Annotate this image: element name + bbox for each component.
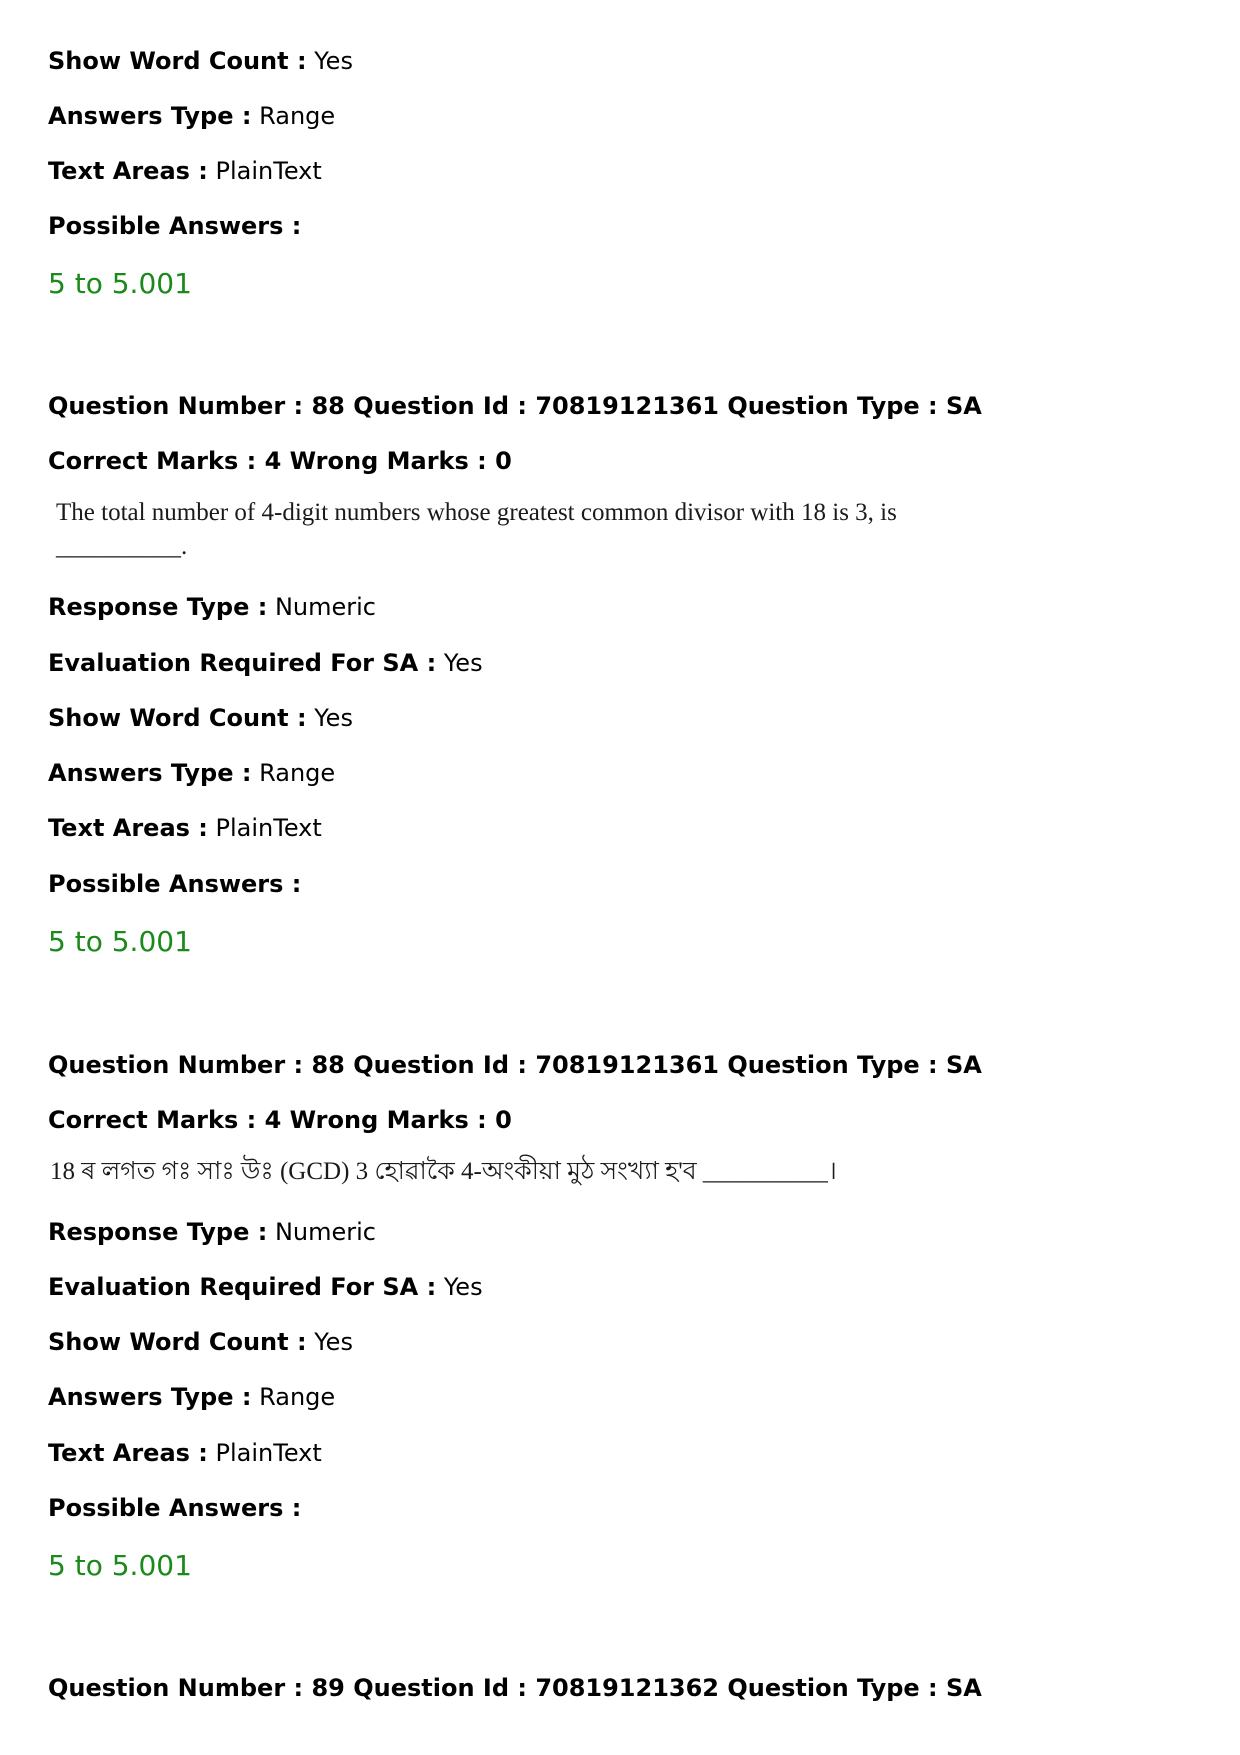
field-value: Range [259, 759, 336, 787]
question-header [48, 1673, 982, 1703]
evaluation-required-row [48, 1272, 483, 1302]
question-text-line1: 18 ৰ লগত গঃ সাঃ উঃ (GCD) 3 হোৱাকৈ 4-অংকীয়া মুঠ সংখ্যা হ'ব __________। [50, 1158, 837, 1185]
answers-type-row [48, 758, 335, 788]
possible-answer-value: 5 to 5.001 [48, 1549, 192, 1582]
show-word-count-row [48, 1327, 353, 1357]
field-value: Yes [314, 704, 353, 732]
field-label: Answers Type : [48, 102, 252, 130]
field-label: Response Type : [48, 593, 268, 621]
field-label: Answers Type : [48, 1383, 252, 1411]
marks-text: Correct Marks : 4 Wrong Marks : 0 [48, 1106, 512, 1134]
answers-type-row [48, 1382, 335, 1412]
possible-answers-row [48, 1493, 301, 1523]
field-label: Text Areas : [48, 1439, 208, 1467]
field-label: Show Word Count : [48, 704, 307, 732]
evaluation-required-row [48, 648, 483, 678]
field-label: Show Word Count : [48, 1328, 307, 1356]
answers-type-row [48, 101, 335, 131]
question-header-text: Question Number : 88 Question Id : 70819121361 Question Type : SA [48, 392, 982, 420]
field-label: Response Type : [48, 1218, 268, 1246]
question-text-line1: The total number of 4-digit numbers whose greatest common divisor with 18 is 3, is [56, 499, 897, 526]
field-label: Possible Answers : [48, 212, 302, 240]
question-header-text: Question Number : 88 Question Id : 70819121361 Question Type : SA [48, 1051, 982, 1079]
field-value: Yes [314, 1328, 353, 1356]
possible-answer-value: 5 to 5.001 [48, 267, 192, 300]
field-label: Possible Answers : [48, 1494, 302, 1522]
text-areas-row [48, 813, 322, 843]
field-value: Numeric [274, 1218, 376, 1246]
text-areas-row [48, 1438, 322, 1468]
possible-answers-row [48, 869, 301, 899]
field-value: Yes [443, 649, 483, 677]
show-word-count-row [48, 46, 353, 76]
marks-row [48, 446, 512, 476]
question-header [48, 1050, 982, 1080]
field-value: Numeric [274, 593, 376, 621]
field-label: Answers Type : [48, 759, 252, 787]
field-label: Text Areas : [48, 814, 208, 842]
possible-answers-row [48, 211, 301, 241]
field-value: Yes [314, 47, 353, 75]
field-label: Evaluation Required For SA : [48, 1273, 437, 1301]
response-type-row [48, 1217, 376, 1247]
field-label: Text Areas : [48, 157, 208, 185]
question-header-text: Question Number : 89 Question Id : 70819121362 Question Type : SA [48, 1674, 982, 1702]
field-value: Yes [443, 1273, 483, 1301]
field-label: Show Word Count : [48, 47, 307, 75]
marks-row [48, 1105, 512, 1135]
question-text-line2: __________. [56, 533, 188, 560]
field-label: Evaluation Required For SA : [48, 649, 437, 677]
field-value: PlainText [215, 1439, 322, 1467]
response-type-row [48, 592, 376, 622]
field-value: PlainText [215, 814, 322, 842]
field-label: Possible Answers : [48, 870, 302, 898]
question-header [48, 391, 982, 421]
field-value: PlainText [215, 157, 322, 185]
field-value: Range [259, 1383, 336, 1411]
show-word-count-row [48, 703, 353, 733]
text-areas-row [48, 156, 322, 186]
field-value: Range [259, 102, 336, 130]
marks-text: Correct Marks : 4 Wrong Marks : 0 [48, 447, 512, 475]
possible-answer-value: 5 to 5.001 [48, 925, 192, 958]
